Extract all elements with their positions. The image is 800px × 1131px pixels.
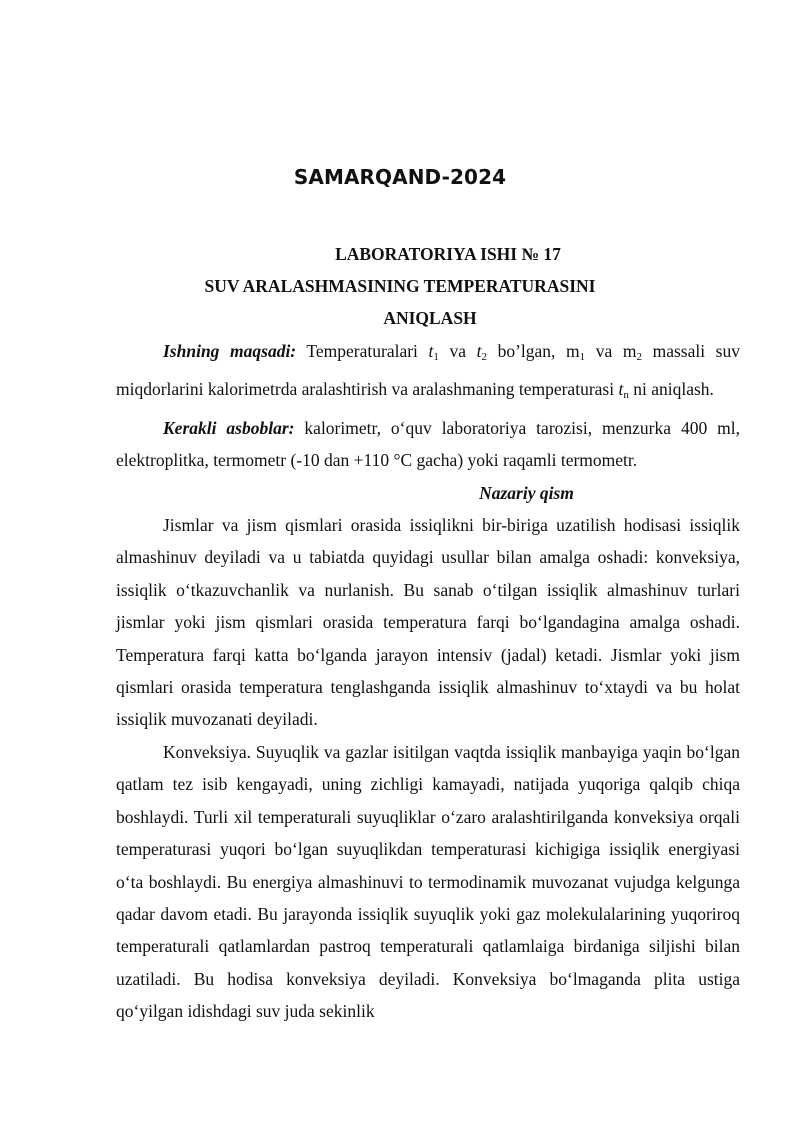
purpose-paragraph [116, 335, 740, 412]
t2-var: t [476, 341, 482, 361]
tn-subscript: n [623, 389, 629, 402]
lab-number-heading: LABORATORIYA ISHI № 17 [335, 244, 561, 264]
document-body [116, 335, 740, 1028]
purpose-text: ni aniqlash. [628, 379, 714, 400]
equipment-text: kalorimetr, oʻquv laboratoriya tarozisi, menzurka 400 ml, elektroplitka, termometr (-10 dan +110 °C gacha) yoki raqamli termometr. [116, 417, 740, 471]
lab-title-line-1: SUV ARALASHMASINING TEMPERATURASINI [204, 276, 596, 296]
m2-subscript: 2 [636, 351, 642, 363]
theory-paragraph-1: Jismlar va jism qismlari orasida issiqlikni bir-biriga uzatilish hodisasi issiqlik almashinuv deyiladi va u tabiatda quyidagi usullar bilan amalga oshadi: konveksiya, issiqlik oʻtkazuvchanlik va nurlanish. Bu sanab oʻtilgan issiqlik almashinuv turlari jismlar yoki jism qismlari orasida temperatura farqi boʻlgandagina amalga oshadi. Temperatura farqi katta boʻlganda jarayon intensiv (jadal) ketadi. Jismlar yoki jism qismlari orasida temperatura tenglashganda issiqlik almashinuv toʻxtaydi va bu holat issiqlik muvozanati deyiladi. [116, 515, 740, 730]
t1-subscript: 1 [433, 351, 439, 363]
t1-var: t [428, 341, 434, 361]
m2-var: m [622, 341, 637, 361]
city-year-heading: SAMARQAND-2024 [293, 165, 507, 189]
purpose-text: bo’lgan, [486, 341, 567, 361]
theory-heading: Nazariy qism [479, 482, 574, 503]
lab-title-line-2: ANIQLASH [383, 308, 477, 328]
purpose-text: Temperaturalari [296, 341, 429, 361]
m1-var: m [566, 341, 580, 361]
equipment-label: Kerakli asboblar: [163, 417, 295, 438]
tn-var: t [618, 379, 624, 400]
theory-paragraph-2: Konveksiya. Suyuqlik va gazlar isitilgan vaqtda issiqlik manbayiga yaqin boʻlgan qatlam tez isib kengayadi, uning zichligi kamayadi, natijada yuqoriga qalqib chiqa boshlaydi. Turli xil temperaturali suyuqliklar oʻzaro aralashtirilganda konveksiya orqali temperaturasi yuqori boʻlgan suyuqlikdan temperaturasi kichigiga issiqlik energiyasi oʻta boshlaydi. Bu energiya almashinuvi to termodinamik muvozanat vujudga kelgunga qadar davom etadi. Bu jarayonda issiqlik suyuqlik yoki gaz molekulalarining yuqoriroq temperaturali qatlamlardan pastroq temperaturali qatlamlaiga birdaniga siljishi bilan uzatiladi. Bu hodisa konveksiya deyiladi. Konveksiya boʻlmaganda plita ustiga qoʻyilgan idishdagi suv juda sekinlik [116, 741, 740, 1022]
purpose-text: va [438, 341, 477, 361]
purpose-text: va [585, 341, 623, 361]
equipment-paragraph [116, 412, 740, 477]
m1-subscript: 1 [579, 351, 586, 363]
purpose-label: Ishning maqsadi: [163, 341, 297, 361]
purpose-text: massali suv miqdorlarini kalorimetrda aralashtirish va aralashmaning temperaturasi [116, 341, 740, 400]
t2-subscript: 2 [481, 351, 487, 363]
